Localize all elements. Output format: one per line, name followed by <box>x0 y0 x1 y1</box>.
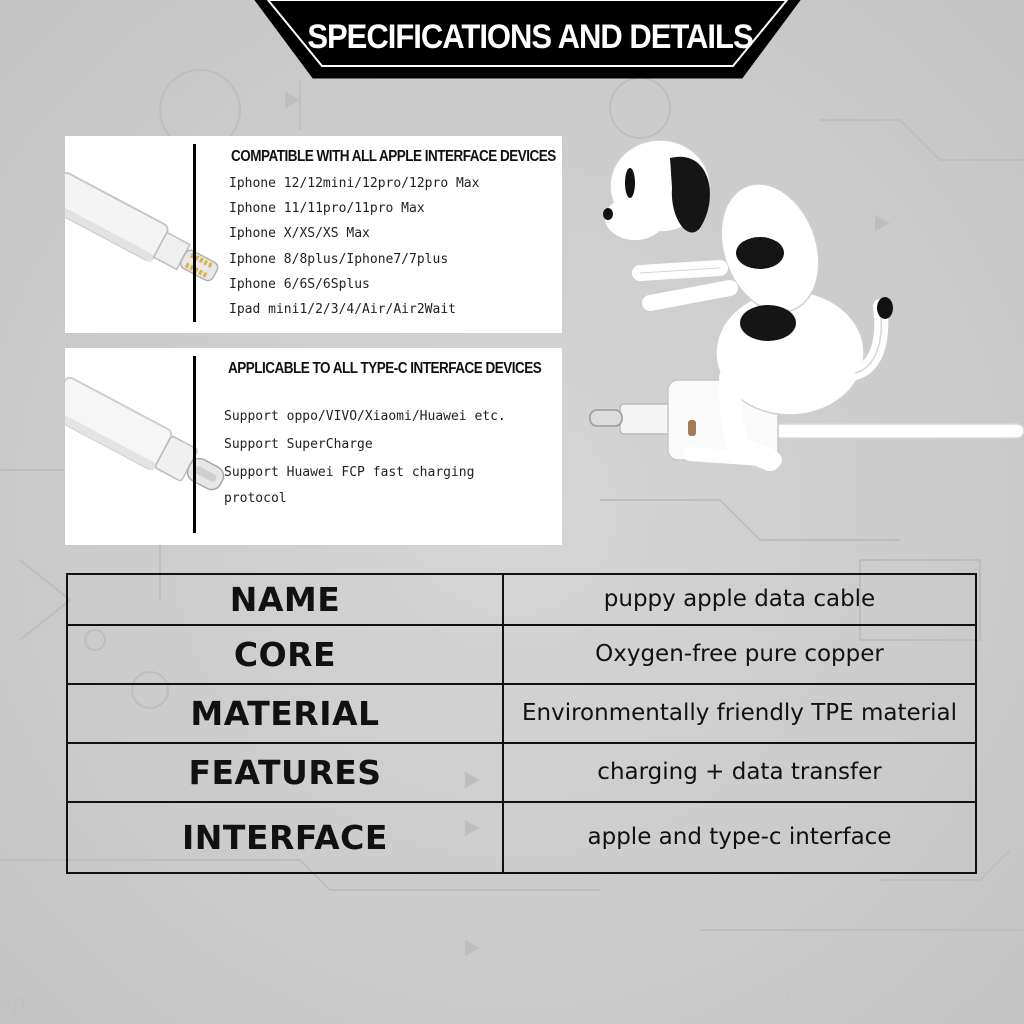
spec-label: CORE <box>67 625 503 684</box>
list-item: Iphone X/XS/XS Max <box>229 226 370 242</box>
table-row <box>67 802 976 873</box>
spec-value: Oxygen-free pure copper <box>503 625 976 684</box>
spec-label: MATERIAL <box>67 684 503 743</box>
list-item: Support Huawei FCP fast charging protocol <box>224 465 475 506</box>
table-row <box>67 684 976 743</box>
lightning-compat-panel <box>65 136 562 333</box>
list-item: Iphone 11/11pro/11pro Max <box>229 201 425 217</box>
list-item: Support SuperCharge <box>224 437 373 452</box>
table-row <box>67 743 976 802</box>
list-item: Iphone 8/8plus/Iphone7/7plus <box>229 251 449 267</box>
typec-heading: APPLICABLE TO ALL TYPE-C INTERFACE DEVICES <box>228 359 542 377</box>
lightning-connector-icon <box>65 136 255 333</box>
svg-text:sp: sp <box>0 991 26 1016</box>
svg-text:· · ·: · · · <box>760 986 792 1010</box>
spec-label: FEATURES <box>67 743 503 802</box>
list-item: Iphone 12/12mini/12pro/12pro Max <box>229 176 480 191</box>
lightning-heading: COMPATIBLE WITH ALL APPLE INTERFACE DEVICES <box>231 147 556 165</box>
page-title: SPECIFICATIONS AND DETAILS <box>307 16 753 57</box>
spec-value: Environmentally friendly TPE material <box>503 684 976 743</box>
spec-value: puppy apple data cable <box>503 574 976 625</box>
spec-value: apple and type-c interface <box>503 802 976 873</box>
puppy-cable-icon <box>580 128 1024 478</box>
spec-label: NAME <box>67 574 503 625</box>
panel-divider <box>193 356 196 533</box>
table-row <box>67 625 976 684</box>
spec-label: INTERFACE <box>67 802 503 873</box>
table-row <box>67 574 976 625</box>
typec-compat-panel <box>65 348 562 545</box>
list-item: Ipad mini1/2/3/4/Air/Air2Wait <box>229 301 456 317</box>
spec-table <box>66 573 977 874</box>
lightning-device-list <box>229 176 479 327</box>
list-item: Iphone 6/6S/6Splus <box>229 276 370 292</box>
list-item: Support oppo/VIVO/Xiaomi/Huawei etc. <box>224 409 506 424</box>
panel-divider <box>193 144 196 322</box>
typec-feature-list <box>224 404 534 514</box>
spec-value: charging + data transfer <box>503 743 976 802</box>
